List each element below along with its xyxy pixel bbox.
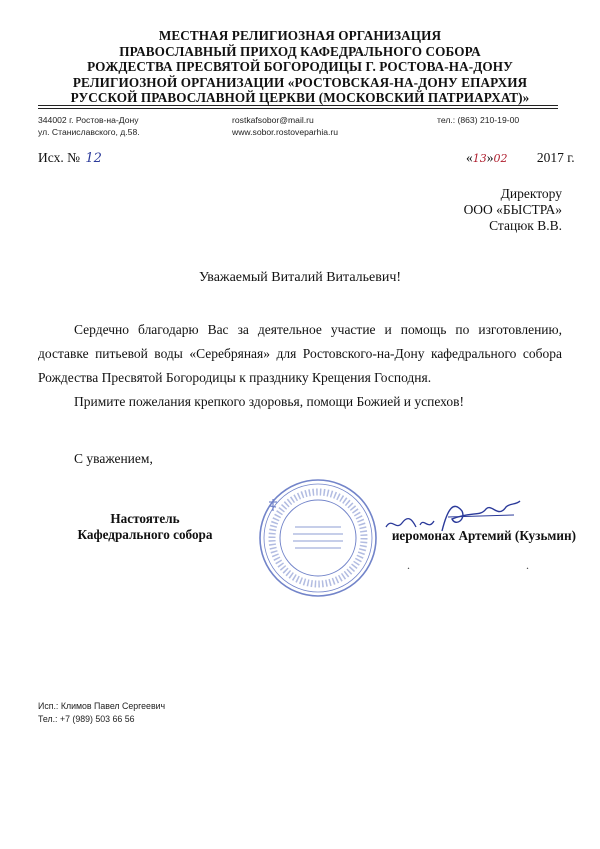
letter-date — [466, 150, 575, 166]
addressee-company: ООО «БЫСТРА» — [463, 202, 562, 217]
signatory-title — [70, 511, 220, 543]
date-day-handwritten: 13 — [472, 152, 487, 165]
date-month-handwritten: 02 — [493, 152, 508, 165]
salutation: Уважаемый Виталий Витальевич! — [198, 270, 402, 285]
executor-phone: Тел.: +7 (989) 503 66 56 — [38, 714, 135, 724]
address-line: ул. Станиславского, д.58. — [38, 127, 140, 137]
phone-text: тел.: (863) 210-19-00 — [437, 115, 520, 125]
addressee-block — [464, 186, 562, 234]
letter-body — [38, 318, 562, 414]
date-year: 2017 г. — [536, 150, 575, 165]
executor-name: Исп.: Климов Павел Сергеевич — [38, 701, 166, 711]
email-text: rostkafsobor@mail.ru — [232, 115, 314, 125]
org-line: РОЖДЕСТВА ПРЕСВЯТОЙ БОГОРОДИЦЫ Г. РОСТОВА-НА-ДОНУ — [87, 59, 513, 74]
outgoing-number — [38, 150, 102, 166]
outgoing-number-handwritten: 12 — [85, 151, 102, 166]
header-divider-thin — [38, 108, 558, 109]
body-paragraph: Сердечно благодарю Вас за деятельное участие и помощь по изготовлению, доставке питьевой воды «Серебряная» для Ростовского-на-Дону кафедрального собора Рождества Пресвятой Богородицы к празднику Крещения Господня. — [38, 322, 562, 385]
signature-marks: . . — [407, 558, 529, 572]
org-line: РЕЛИГИОЗНОЙ ОРГАНИЗАЦИИ «РОСТОВСКАЯ-НА-ДОНУ ЕПАРХИЯ — [72, 74, 528, 90]
date-close-quote: » — [486, 150, 494, 165]
closing-phrase: С уважением, — [74, 451, 153, 466]
org-line: ПРАВОСЛАВНЫЙ ПРИХОД КАФЕДРАЛЬНОГО СОБОРА — [119, 43, 481, 59]
date-open-quote: « — [466, 150, 473, 165]
website-text: www.sobor.rostoveparhia.ru — [232, 127, 339, 137]
org-line: РУССКОЙ ПРАВОСЛАВНОЙ ЦЕРКВИ (МОСКОВСКИЙ ПАТРИАРХАТ)» — [70, 90, 530, 105]
body-paragraph: Примите пожелания крепкого здоровья, помощи Божией и успехов! — [74, 394, 465, 409]
signatory-name: иеромонах Артемий (Кузьмин) — [391, 528, 576, 543]
phone-contact — [437, 114, 519, 126]
signatory-title-line: Кафедрального собора — [77, 527, 213, 542]
addressee-name: Стацюк В.В. — [489, 218, 562, 233]
executor-block — [38, 700, 165, 726]
org-line: МЕСТНАЯ РЕЛИГИОЗНАЯ ОРГАНИЗАЦИЯ — [158, 28, 442, 43]
address-block — [38, 114, 140, 138]
online-contacts — [232, 114, 338, 138]
organization-header — [20, 28, 580, 106]
signatory-title-line: Настоятель — [110, 511, 180, 526]
addressee-position: Директору — [500, 186, 562, 201]
address-line: 344002 г. Ростов-на-Дону — [38, 115, 139, 125]
church-seal-stamp — [257, 477, 379, 599]
outgoing-label: Исх. № — [38, 150, 80, 165]
header-divider — [38, 105, 558, 106]
